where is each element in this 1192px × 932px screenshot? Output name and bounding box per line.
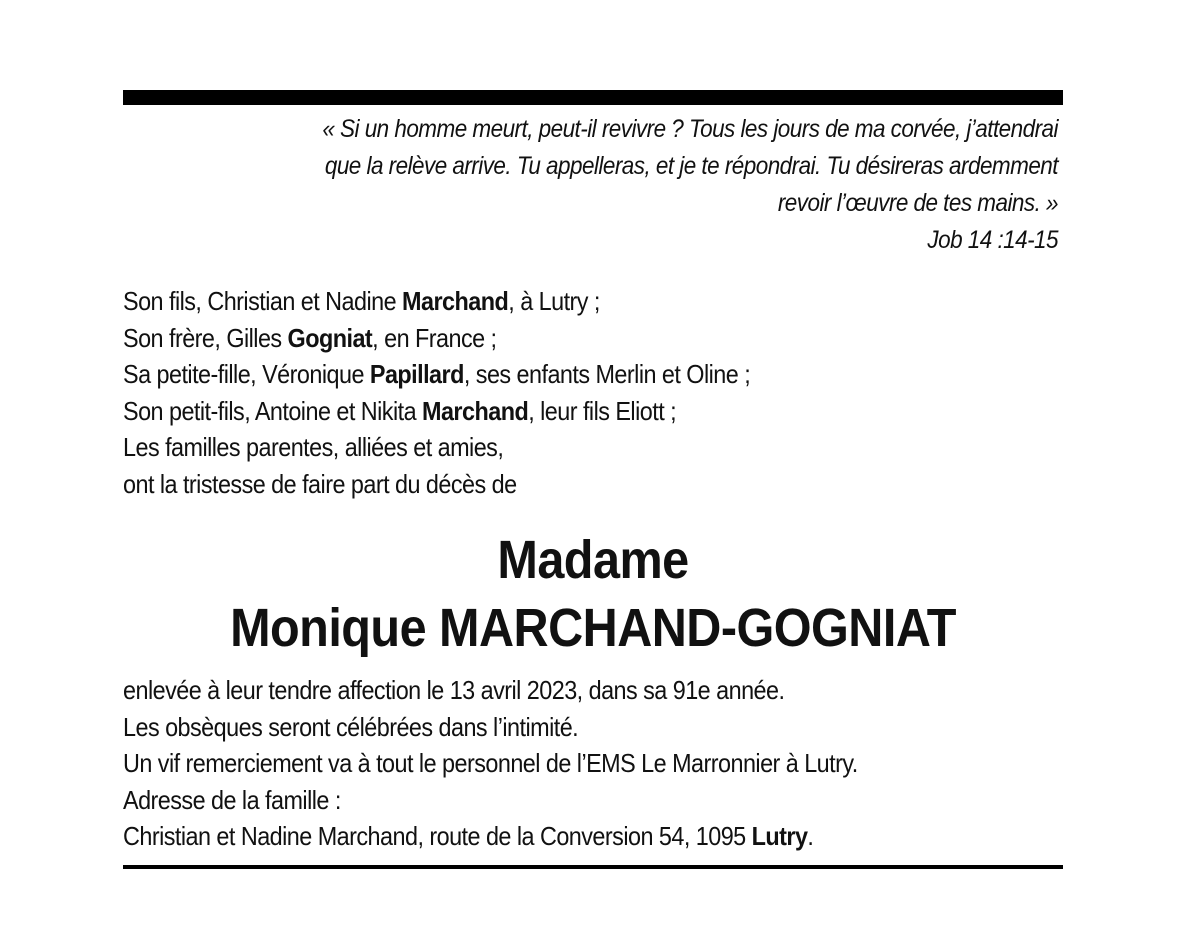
deceased-name-block bbox=[170, 526, 1016, 662]
verse-reference: Job 14 :14-15 bbox=[927, 226, 1058, 254]
announce-line: ont la tristesse de faire part du décès de bbox=[123, 468, 517, 499]
family-line: Son fils, Christian et Nadine Marchand, à Lutry ; bbox=[123, 286, 600, 316]
family-list bbox=[123, 283, 969, 502]
bottom-rule bbox=[123, 865, 1063, 869]
family-line: Sa petite-fille, Véronique Papillard, ses enfants Merlin et Oline ; bbox=[123, 359, 751, 389]
detail-line: Les obsèques seront célébrées dans l’intimité. bbox=[123, 711, 579, 742]
detail-line: Adresse de la famille : bbox=[123, 784, 341, 815]
deceased-title: Madame bbox=[497, 530, 689, 590]
detail-line: enlevée à leur tendre affection le 13 avril 2023, dans sa 91e année. bbox=[123, 675, 785, 705]
verse-line: « Si un homme meurt, peut-il revivre ? Tous les jours de ma corvée, j’attendrai bbox=[322, 115, 1058, 143]
family-line: Son frère, Gilles Gogniat, en France ; bbox=[123, 322, 497, 353]
families-line: Les familles parentes, alliées et amies, bbox=[123, 432, 504, 462]
verse-line: revoir l’œuvre de tes mains. » bbox=[777, 189, 1058, 217]
top-rule bbox=[123, 90, 1063, 105]
details-list bbox=[123, 672, 969, 855]
detail-line: Un vif remerciement va à tout le personnel de l’EMS Le Marronnier à Lutry. bbox=[123, 748, 858, 778]
family-address: Christian et Nadine Marchand, route de la Conversion 54, 1095 Lutry. bbox=[123, 821, 814, 851]
verse-line: que la relève arrive. Tu appelleras, et je te répondrai. Tu désireras ardemment bbox=[324, 152, 1058, 180]
family-line: Son petit-fils, Antoine et Nikita Marchand, leur fils Eliott ; bbox=[123, 395, 677, 426]
obituary-notice bbox=[123, 90, 1063, 869]
deceased-name: Monique MARCHAND-GOGNIAT bbox=[230, 598, 956, 658]
bible-verse bbox=[217, 111, 1059, 259]
